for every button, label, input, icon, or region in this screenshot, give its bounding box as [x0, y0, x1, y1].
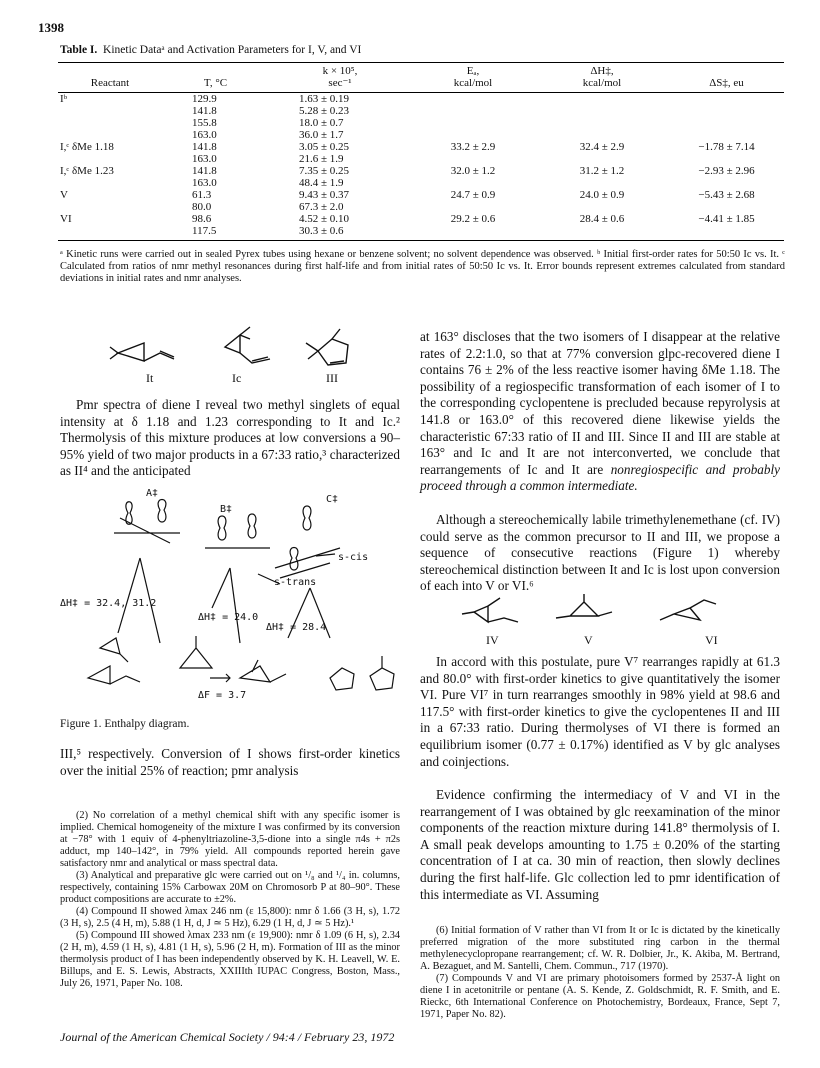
table-cell: 80.0 [192, 201, 212, 213]
table-cell [411, 105, 535, 117]
label-dH-32: ΔH‡ = 32.4, 31.2 [60, 598, 157, 609]
table-header-2: sec⁻¹ [269, 77, 411, 93]
table-cell [411, 129, 535, 141]
label-s-cis: s-cis [338, 552, 369, 563]
table-cell [669, 117, 784, 129]
table-cell: 18.0 ± 0.7 [299, 117, 344, 129]
table-cell: 61.3 [192, 189, 212, 201]
right-footnotes [420, 925, 780, 1021]
table-cell: 30.3 ± 0.6 [269, 225, 411, 241]
struct-label-Ic: Ic [232, 371, 242, 385]
footnote-5: (5) Compound III showed λmax 233 nm (ε 19,900): nmr δ 1.09 (6 H, s), 2.34 (2 H, m), 4.59 (1 H, s), 4.81 (1 H, s), 5.96 (2 H, m). Formation of III as the minor thermolysis product of I has been independently observed by K. H. Leavell, W. E. Billups, and E. S. Lewis, Abstracts, XXIIIth IUPAC Congress, Boston, Mass., July 26, 1971, Paper No. 108. [60, 930, 400, 989]
table-row [58, 189, 784, 201]
table-cell [669, 225, 784, 241]
table-header-top-5 [669, 63, 784, 78]
table-header-top-2: k × 10⁵, [269, 63, 411, 78]
table-row [58, 153, 784, 165]
table-cell: 67.3 ± 2.0 [299, 201, 344, 213]
table-cell [535, 177, 669, 189]
table-row [58, 213, 784, 225]
table-cell: 48.4 ± 1.9 [299, 177, 344, 189]
table-cell: 1.63 ± 0.19 [299, 93, 350, 105]
table-header-top-4: ΔH‡, [535, 63, 669, 78]
page-number: 1398 [38, 20, 64, 35]
struct-label-VI: VI [705, 633, 718, 647]
table-cell: 98.6 [192, 213, 212, 225]
table-cell: 32.4 ± 2.9 [579, 141, 625, 153]
label-s-trans: s-trans [274, 577, 317, 588]
table-cell: 117.5 [162, 225, 269, 241]
struct-label-It: It [146, 371, 154, 385]
table-cell: V [60, 189, 68, 201]
footnote-7: (7) Compounds V and VI are primary photoisomers formed by 2537-Å light on diene I in acetonitrile or pentane (A. S. Kende, Z. Goldschmidt, R. F. Smith, and E. Rieckc, 6th International Conference on Photochemistry, Bordeaux, France, Sept 7, 1971, Paper No. 82). [420, 973, 780, 1020]
right-paragraph-1-italic: nonregiospecific and probably proceed through a common intermediate. [420, 461, 780, 494]
table-cell [669, 93, 784, 106]
table-cell [669, 129, 784, 141]
table-cell: 141.8 [192, 105, 217, 117]
label-A-ts: A‡ [146, 488, 159, 499]
table-cell [669, 201, 784, 213]
struct-label-IV: IV [486, 633, 499, 647]
table-cell [535, 117, 669, 129]
table-cell [58, 117, 162, 129]
table-row [58, 105, 784, 117]
table-cell: −5.43 ± 2.68 [698, 189, 755, 201]
table-cell: I,ᶜ δMe 1.23 [60, 165, 114, 177]
label-dH-24: ΔH‡ = 24.0 [198, 612, 259, 623]
table-cell [535, 201, 669, 213]
table-cell: 24.0 ± 0.9 [579, 189, 625, 201]
journal-footer: Journal of the American Chemical Society / 94:4 / February 23, 1972 [60, 1030, 395, 1044]
table-row [58, 177, 784, 189]
table-cell: 31.2 ± 1.2 [579, 165, 625, 177]
table-caption-text: Kinetic Dataᵃ and Activation Parameters for I, V, and VI [103, 44, 362, 56]
table-cell [669, 153, 784, 165]
kinetic-data-table [58, 62, 784, 241]
footnote-6: (6) Initial formation of V rather than VI from It or Ic is dictated by the kinetically preferred migration of the more substituted ring carbon in the thermal methylenecyclopropane rearrangement; cf. W. R. Dolbier, Jr., K. Akiba, M. Bertrand, A. Bezaguet, and M. Santelli, Chem. Commun., 717 (1970). [420, 925, 780, 972]
right-paragraph-4: Evidence confirming the intermediacy of V and VI in the rearrangement of I was obtained by glc reexamination of the minor components of the reaction mixture during 141.8° thermolysis of I. A small peak develops amounting to 1.75 ± 0.20% of the starting concentration of I at ca. 30 min of reaction, then slowly declines during the first half-life. Glc collection led to pmr identification of this intermediate as VI. Assuming [420, 787, 780, 902]
table-cell: 129.9 [192, 93, 217, 105]
table-cell: 24.7 ± 0.9 [450, 189, 496, 201]
table-cell [535, 225, 669, 241]
table-cell: 29.2 ± 0.6 [450, 213, 496, 225]
table-cell: 36.0 ± 1.7 [299, 129, 344, 141]
table-cell [535, 153, 669, 165]
table-notes: ᵃ Kinetic runs were carried out in sealed Pyrex tubes using hexane or benzene solvent; no solvent dependence was observed. ᵇ Initial first-order rates for 50:50 Ic vs. It. ᶜ Calculated from ratios of nmr methyl resonances during first half-life and from initial rates of 50:50 Ic vs. It. Error bounds represent extremes calculated from standard deviations in initial rates and nmr analyses. [60, 249, 785, 284]
table-cell [411, 93, 535, 106]
table-cell [535, 93, 669, 106]
table-row [58, 93, 784, 106]
table-header-4: kcal/mol [535, 77, 669, 93]
table-cell: 4.52 ± 0.10 [299, 213, 350, 225]
table-row [58, 165, 784, 177]
table-cell [535, 105, 669, 117]
table-header-3: kcal/mol [411, 77, 535, 93]
table-cell [58, 201, 162, 213]
table-cell [411, 153, 535, 165]
table-header-0: Reactant [58, 77, 162, 93]
table-cell [58, 225, 162, 241]
table-cell: −4.41 ± 1.85 [698, 213, 755, 225]
right-paragraph-1-text: at 163° discloses that the two isomers of I disappear at the relative rates of 2.2:1.0, so that at 77% conversion glpc-recovered diene I contains 76 ± 2% of the less reactive isomer having δMe 1.18. The possibility of a regiospecific transformation of each isomer of I to the corresponding cyclopentene is precluded because repyrolysis at 141.8 or 163.0° of this recovered diene likewise yields the characteristic 67:33 ratio of II and III. Since II and III are stable at 163° and Ic and It are not interconverted, we conclude that rearrangements of Ic and It are [420, 329, 780, 477]
table-cell: 28.4 ± 0.6 [579, 213, 625, 225]
table-row [58, 225, 784, 241]
table-cell [535, 129, 669, 141]
table-row [58, 141, 784, 153]
struct-label-V: V [584, 633, 593, 647]
table-cell: Iᵇ [60, 93, 68, 105]
label-C-ts: C‡ [326, 494, 339, 505]
table-cell: 32.0 ± 1.2 [450, 165, 496, 177]
label-dF: ΔF = 3.7 [198, 690, 247, 701]
label-B-ts: B‡ [220, 504, 233, 515]
footnote-2: (2) No correlation of a methyl chemical shift with any specific isomer is implied. Chemical homogeneity of the mixture I was confirmed by its conversion at −78° with 1 equiv of 4-phenyltriazoline-3,5-dione into a single π4s + π2s adduct, mp 140–142°, in 79% yield. All compounds reported herein gave satisfactory nmr and analytical or mass spectral data. [60, 810, 400, 869]
table-cell [669, 177, 784, 189]
table-row [58, 201, 784, 213]
label-dH-28: ΔH‡ = 28.4 [266, 622, 327, 633]
table-cell: I,ᶜ δMe 1.18 [60, 141, 114, 153]
table-cell [58, 105, 162, 117]
table-cell: −2.93 ± 2.96 [698, 165, 755, 177]
table-cell [411, 201, 535, 213]
struct-label-III: III [326, 371, 338, 385]
table-cell: 163.0 [192, 153, 217, 165]
figure-caption: Figure 1. Enthalpy diagram. [60, 718, 190, 730]
table-cell: 141.8 [192, 165, 217, 177]
table-cell [411, 117, 535, 129]
table-header-top-0 [58, 63, 162, 78]
table-header-top-3: Eₐ, [411, 63, 535, 78]
table-cell: 3.05 ± 0.25 [299, 141, 350, 153]
table-cell [58, 177, 162, 189]
table-cell: 163.0 [192, 129, 217, 141]
table-cell: 141.8 [192, 141, 217, 153]
table-header-1: T, °C [162, 77, 269, 93]
structures-iv-v-vi [460, 592, 740, 637]
table-cell: VI [60, 213, 72, 225]
footnote-3: (3) Analytical and preparative glc were carried out on ¹/₈ and ¹/₄ in. columns, respectively, containing 15% Carbowax 20M on Chromosorb P at 80–90°. These product compositions are accurate to ±2%. [60, 870, 400, 905]
table-cell [669, 105, 784, 117]
table-cell: 21.6 ± 1.9 [299, 153, 344, 165]
table-cell: 33.2 ± 2.9 [450, 141, 496, 153]
table-cell: 5.28 ± 0.23 [299, 105, 350, 117]
table-cell [411, 225, 535, 241]
footnote-4: (4) Compound II showed λmax 246 nm (ε 15,800): nmr δ 1.66 (3 H, s), 1.72 (3 H, s), 2.5 (4 H, m), 5.88 (1 H, d, J ≃ 5 Hz), 6.29 (1 H, d, J ≃ 5 Hz).¹ [60, 906, 400, 929]
right-paragraph-2: Although a stereochemically labile trimethylenemethane (cf. IV) could serve as the common precursor to II and III, we propose a sequence of consecutive reactions (Figure 1) whereby stereochemical distinction between It and Ic is lost upon conversion of each into V or VI.⁶ [420, 512, 780, 594]
table-cell: 9.43 ± 0.37 [299, 189, 350, 201]
table-caption-label: Table I. [60, 44, 98, 56]
table-cell [58, 153, 162, 165]
right-paragraph-3: In accord with this postulate, pure V⁷ rearranges rapidly at 61.3 and 80.0° with first-order kinetics to give quantitatively the isomer VI. Pure VI⁷ in turn rearranges smoothly in 98% yield at 98.6 and 117.5° with first-order kinetics to give the cyclopentenes II and III in a 67:33 ratio. During thermolyses of VI there is formed an equilibrium isomer (0.77 ± 0.17%) identified as V by glc analyses and coinjections. [420, 654, 780, 769]
table-cell: 7.35 ± 0.25 [299, 165, 350, 177]
table-header-5: ΔS‡, eu [669, 77, 784, 93]
left-paragraph-1: Pmr spectra of diene I reveal two methyl singlets of equal intensity at δ 1.18 and 1.23 corresponding to It and Ic.² Thermolysis of this mixture produces at low conversions a 90–95% yield of two major products in a 67:33 ratio,³ characterized as II⁴ and the anticipated [60, 397, 400, 479]
right-paragraph-1 [420, 329, 780, 495]
table-cell: 155.8 [192, 117, 217, 129]
table-header-top-1 [162, 63, 269, 78]
table-row [58, 117, 784, 129]
table-cell: 163.0 [192, 177, 217, 189]
table-cell [411, 177, 535, 189]
table-caption [60, 44, 361, 56]
left-footnotes [60, 810, 400, 990]
table-row [58, 129, 784, 141]
table-cell [58, 129, 162, 141]
left-paragraph-2: III,⁵ respectively. Conversion of I shows first-order kinetics over the initial 25% of reaction; pmr analysis [60, 746, 400, 778]
table-cell: −1.78 ± 7.14 [698, 141, 755, 153]
